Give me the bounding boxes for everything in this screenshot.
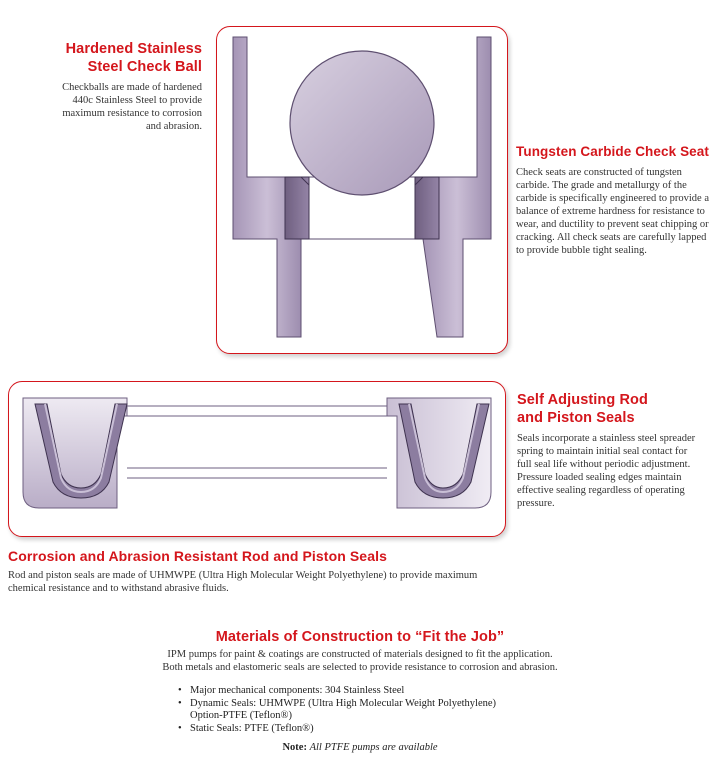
check-seat-body: Check seats are constructed of tungsten carbide. The grade and metallurgy of the carbide is specifically engineered to provide a balance of extreme hardness for resistance to wear, and ductility to prevent seat chipping or cracking. All check seats are carefully lapped to provide bubble tight sealing. [516,167,709,256]
materials-section [110,628,610,674]
materials-line1: IPM pumps for paint & coatings are constructed of materials designed to fit the application. [167,649,553,660]
materials-note [110,741,610,754]
materials-item-2: Dynamic Seals: UHMWPE (Ultra High Molecular Weight Polyethylene) [190,697,497,709]
check-valve-diagram [217,27,507,353]
bullet-icon: • [178,697,182,709]
list-item [178,723,558,736]
seal-diagram-frame [8,381,506,537]
self-adjusting-title-line2: and Piston Seals [517,410,635,426]
check-ball-body: Checkballs are made of hardened 440c Stainless Steel to provide maximum resistance to corrosion and abrasion. [62,82,202,132]
self-adjusting-title-line1: Self Adjusting Rod [517,392,648,408]
check-ball-title-line1: Hardened Stainless [65,41,202,57]
carbide-seat-right [415,177,439,239]
self-adjusting-section [517,391,712,510]
seal-diagram [9,382,505,536]
list-item [178,698,558,723]
materials-title: Materials of Construction to “Fit the Job” [215,629,505,645]
check-seat-title: Tungsten Carbide Check Seat [516,144,709,159]
check-seat-section [516,143,712,257]
materials-item-1: Major mechanical components: 304 Stainless Steel [190,685,405,696]
corrosion-title: Corrosion and Abrasion Resistant Rod and Piston Seals [8,548,387,564]
list-item [178,685,558,698]
note-text: All PTFE pumps are available [309,742,438,753]
check-valve-diagram-frame [216,26,508,354]
carbide-seat-left [285,177,309,239]
bullet-icon: • [178,722,182,734]
corrosion-section [8,547,528,595]
check-ball-section [60,40,202,133]
note-label: Note: [282,742,307,753]
check-ball-circle [290,51,434,195]
self-adjusting-body: Seals incorporate a stainless steel spreader spring to maintain initial seal contact for full seal life without periodic adjustment. Pressure loaded sealing edges maintain effective sealing regardless of operating pressure. [517,433,696,509]
materials-item-3: Static Seals: PTFE (Teflon®) [190,722,314,734]
corrosion-body: Rod and piston seals are made of UHMWPE (Ultra High Molecular Weight Polyethylene) to provide maximum chemical resistance and to withstand abrasive fluids. [8,570,478,594]
materials-line2: Both metals and elastomeric seals are selected to provide resistance to corrosion and abrasion. [162,662,558,673]
materials-item-2-sub: Option-PTFE (Teflon®) [190,710,293,721]
materials-list [178,685,558,735]
check-ball-title-line2: Steel Check Ball [87,59,202,75]
bullet-icon: • [178,685,182,696]
